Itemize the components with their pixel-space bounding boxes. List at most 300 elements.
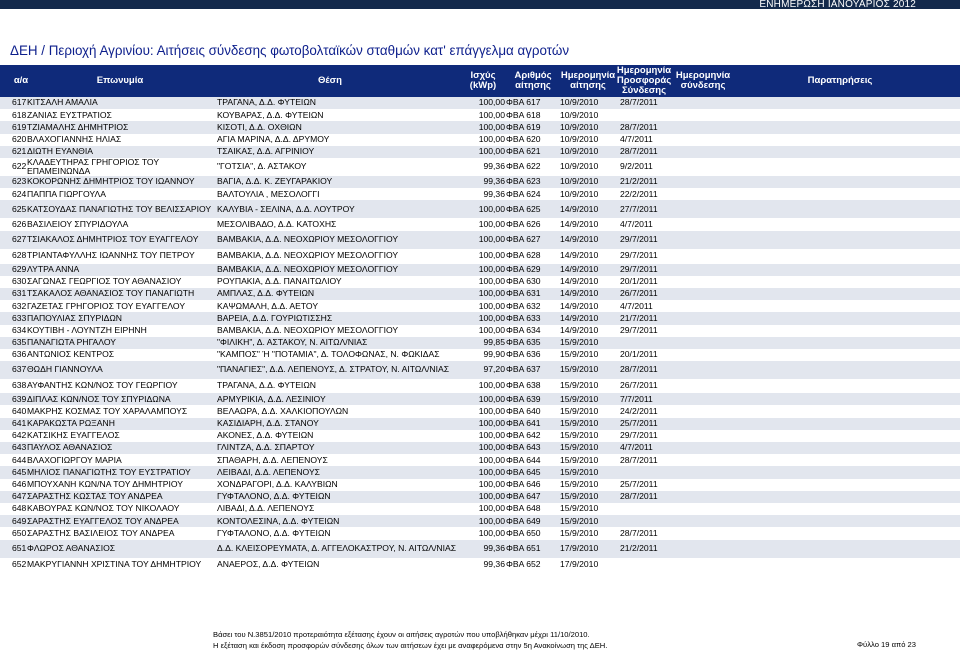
cell-notes (740, 479, 950, 491)
table-row (0, 379, 960, 393)
cell-date-connection (676, 527, 728, 539)
cell-date-offer: 28/7/2011 (620, 527, 658, 538)
cell-date-application: 14/9/2010 (560, 250, 599, 261)
cell-notes (740, 430, 950, 442)
cell-notes (740, 264, 950, 276)
cell-date-offer: 4/7/2011 (620, 218, 653, 229)
cell-date-application: 15/9/2010 (560, 380, 599, 391)
cell-position: ΤΣΑΙΚΑΣ, Δ.Δ. ΑΓΡΙΝΙΟΥ (217, 146, 315, 157)
table-row (0, 418, 960, 430)
cell-kw: 100,00 (478, 250, 505, 261)
cell-position: ΑΡΜΥΡΙΚΙΑ, Δ.Δ. ΛΕΣΙΝΙΟΥ (217, 393, 326, 404)
cell-name: ΠΑΝΑΓΙΩΤΑ ΡΗΓΑΛΟΥ (27, 337, 116, 348)
cell-kw: 100,00 (478, 324, 505, 335)
cell-kw: 100,00 (478, 121, 505, 132)
cell-kw: 99,85 (483, 337, 505, 348)
cell-aa: 643 (12, 442, 27, 453)
cell-date-application: 15/9/2010 (560, 442, 599, 453)
cell-date-connection (676, 540, 728, 558)
cell-aa: 627 (12, 233, 27, 244)
cell-name: ΤΣΙΑΚΑΛΟΣ ΔΗΜΗΤΡΙΟΣ ΤΟΥ ΕΥΑΓΓΕΛΟΥ (27, 233, 199, 244)
cell-date-connection (676, 300, 728, 312)
cell-notes (740, 97, 950, 109)
table-row (0, 491, 960, 503)
cell-name: ΚΑΡΑΚΩΣΤΑ ΡΩΞΑΝΗ (27, 417, 115, 428)
cell-application-number: ΦΒΑ 625 (506, 203, 541, 214)
cell-date-offer: 29/7/2011 (620, 233, 658, 244)
cell-notes (740, 405, 950, 417)
cell-date-offer: 26/7/2011 (620, 288, 658, 299)
table-row (0, 540, 960, 558)
cell-kw: 99,36 (483, 558, 505, 569)
cell-application-number: ΦΒΑ 626 (506, 218, 541, 229)
table-row (0, 466, 960, 478)
cell-application-number: ΦΒΑ 636 (506, 349, 541, 360)
cell-name: ΚΑΤΣΙΚΗΣ ΕΥΑΓΓΕΛΟΣ (27, 430, 120, 441)
cell-date-offer: 25/7/2011 (620, 417, 658, 428)
cell-date-application: 14/9/2010 (560, 233, 599, 244)
cell-aa: 633 (12, 312, 27, 323)
cell-position: ΒΑΜΒΑΚΙΑ, Δ.Δ. ΝΕΟΧΩΡΙΟΥ ΜΕΣΟΛΟΓΓΙΟΥ (217, 233, 399, 244)
cell-date-connection (676, 109, 728, 121)
cell-kw: 99,36 (483, 542, 505, 553)
cell-notes (740, 558, 950, 572)
cell-application-number: ΦΒΑ 640 (506, 405, 541, 416)
cell-notes (740, 325, 950, 337)
cell-notes (740, 231, 950, 249)
col-date-app: Ημερομηνία αίτησης (560, 70, 616, 91)
cell-date-connection (676, 264, 728, 276)
cell-application-number: ΦΒΑ 632 (506, 300, 541, 311)
cell-application-number: ΦΒΑ 622 (506, 161, 541, 172)
table-row (0, 405, 960, 417)
table-row (0, 454, 960, 466)
cell-aa: 647 (12, 491, 27, 502)
table-row (0, 393, 960, 405)
cell-kw: 97,20 (483, 364, 505, 375)
cell-name: ΖΑΝΙΑΣ ΕΥΣΤΡΑΤΙΟΣ (27, 109, 112, 120)
cell-date-application: 10/9/2010 (560, 146, 599, 157)
cell-kw: 100,00 (478, 417, 505, 428)
cell-kw: 100,00 (478, 466, 505, 477)
cell-date-connection (676, 466, 728, 478)
cell-name: ΔΙΩΤΗ ΕΥΑΝΘΙΑ (27, 146, 93, 157)
cell-date-offer (620, 558, 672, 572)
cell-position: ΤΡΑΓΑΝΑ, Δ.Δ. ΦΥΤΕΙΩΝ (217, 97, 316, 108)
cell-date-application: 10/9/2010 (560, 133, 599, 144)
cell-date-application: 14/9/2010 (560, 300, 599, 311)
cell-date-offer: 29/7/2011 (620, 430, 658, 441)
table-row (0, 264, 960, 276)
table-row (0, 527, 960, 539)
cell-date-offer: 28/7/2011 (620, 491, 658, 502)
cell-name: ΣΑΓΩΝΑΣ ΓΕΩΡΓΙΟΣ ΤΟΥ ΑΘΑΝΑΣΙΟΥ (27, 276, 182, 287)
cell-kw: 100,00 (478, 263, 505, 274)
cell-aa: 640 (12, 405, 27, 416)
cell-date-connection (676, 158, 728, 176)
cell-date-offer: 28/7/2011 (620, 454, 658, 465)
cell-date-offer: 25/7/2011 (620, 478, 658, 489)
cell-name: ΜΑΚΡΥΓΙΑΝΝΗ ΧΡΙΣΤΙΝΑ ΤΟΥ ΔΗΜΗΤΡΙΟΥ (27, 558, 202, 569)
cell-aa: 624 (12, 188, 27, 199)
top-bar (0, 0, 960, 9)
cell-date-connection (676, 200, 728, 218)
cell-name: ΣΑΡΑΣΤΗΣ ΒΑΣΙΛΕΙΟΣ ΤΟΥ ΑΝΔΡΕΑ (27, 527, 175, 538)
cell-position: ΒΑΡΕΙΑ, Δ.Δ. ΓΟΥΡΙΩΤΙΣΣΗΣ (217, 312, 333, 323)
cell-position: ΜΕΣΟΛΙΒΑΔΟ, Δ.Δ. ΚΑΤΟΧΗΣ (217, 218, 337, 229)
cell-notes (740, 146, 950, 158)
cell-application-number: ΦΒΑ 623 (506, 176, 541, 187)
cell-date-connection (676, 325, 728, 337)
cell-position: ΓΥΦΤΑΛΟΝΟ, Δ.Δ. ΦΥΤΕΙΩΝ (217, 527, 331, 538)
cell-kw: 100,00 (478, 218, 505, 229)
table-row (0, 503, 960, 515)
cell-position: ΡΟΥΠΑΚΙΑ, Δ.Δ. ΠΑΝΑΙΤΩΛΙΟΥ (217, 276, 342, 287)
cell-kw: 100,00 (478, 146, 505, 157)
cell-kw: 100,00 (478, 97, 505, 108)
cell-kw: 99,36 (483, 161, 505, 172)
table-row (0, 158, 960, 176)
cell-kw: 100,00 (478, 491, 505, 502)
cell-name: ΠΑΠΟΥΛΙΑΣ ΣΠΥΡΙΔΩΝ (27, 312, 122, 323)
cell-application-number: ΦΒΑ 619 (506, 121, 541, 132)
cell-date-offer: 28/7/2011 (620, 97, 658, 108)
cell-notes (740, 200, 950, 218)
cell-notes (740, 466, 950, 478)
cell-date-connection (676, 231, 728, 249)
cell-position: "ΚΑΜΠΟΣ" Ή "ΠΟΤΑΜΙΑ", Δ. ΤΟΛΟΦΩΝΑΣ, Ν. ΦΩΚΙΔΑΣ (217, 349, 440, 360)
cell-date-offer: 20/1/2011 (620, 349, 658, 360)
cell-kw: 100,00 (478, 454, 505, 465)
cell-date-offer: 29/7/2011 (620, 324, 658, 335)
table-row (0, 300, 960, 312)
cell-aa: 649 (12, 515, 27, 526)
cell-date-offer: 4/7/2011 (620, 133, 653, 144)
cell-application-number: ΦΒΑ 634 (506, 324, 541, 335)
cell-position: ΒΑΜΒΑΚΙΑ, Δ.Δ. ΝΕΟΧΩΡΙΟΥ ΜΕΣΟΛΟΓΓΙΟΥ (217, 263, 399, 274)
cell-notes (740, 515, 950, 527)
cell-application-number: ΦΒΑ 648 (506, 503, 541, 514)
footer-note-2: Η εξέταση και έκδοση προσφορών σύνδεσης όλων των αιτήσεων έχει με αναφερόμενα στην 5η Ανακοίνωση της ΔΕΗ. (213, 641, 608, 650)
cell-kw: 99,90 (483, 349, 505, 360)
cell-date-connection (676, 418, 728, 430)
cell-name: ΒΑΣΙΛΕΙΟΥ ΣΠΥΡΙΔΟΥΛΑ (27, 218, 129, 229)
cell-application-number: ΦΒΑ 627 (506, 233, 541, 244)
table-row (0, 349, 960, 361)
cell-date-offer: 21/7/2011 (620, 312, 658, 323)
cell-date-connection (676, 393, 728, 405)
cell-notes (740, 361, 950, 379)
cell-kw: 100,00 (478, 276, 505, 287)
cell-name: ΜΠΟΥΧΑΝΗ ΚΩΝ/ΝΑ ΤΟΥ ΔΗΜΗΤΡΙΟΥ (27, 478, 184, 489)
col-kw: Ισχύς (kWp) (469, 70, 497, 91)
cell-date-application: 15/9/2010 (560, 417, 599, 428)
cell-position: "ΦΙΛΙΚΗ", Δ. ΑΣΤΑΚΟΥ, Ν. ΑΙΤΩΛ/ΝΙΑΣ (217, 337, 368, 348)
cell-position: ΛΙΒΑΔΙ, Δ.Δ. ΛΕΠΕΝΟΥΣ (217, 503, 315, 514)
cell-date-application: 10/9/2010 (560, 176, 599, 187)
cell-application-number: ΦΒΑ 649 (506, 515, 541, 526)
table-row (0, 249, 960, 264)
cell-aa: 636 (12, 349, 27, 360)
cell-position: ΛΕΙΒΑΔΙ, Δ.Δ. ΛΕΠΕΝΟΥΣ (217, 466, 320, 477)
cell-aa: 623 (12, 176, 27, 187)
cell-notes (740, 218, 950, 230)
col-aa: α/α (13, 75, 29, 86)
cell-application-number: ΦΒΑ 635 (506, 337, 541, 348)
cell-kw: 100,00 (478, 312, 505, 323)
page-number: Φύλλο 19 από 23 (857, 640, 916, 649)
cell-position: Δ.Δ. ΚΛΕΙΣΟΡΕΥΜΑΤΑ, Δ. ΑΓΓΕΛΟΚΑΣΤΡΟΥ, Ν. ΑΙΤΩΛ/ΝΙΑΣ (217, 542, 457, 553)
cell-date-application: 15/9/2010 (560, 527, 599, 538)
cell-name: ΤΖΙΑΜΑΛΗΣ ΔΗΜΗΤΡΙΟΣ (27, 121, 129, 132)
cell-notes (740, 121, 950, 133)
col-ar: Αριθμός αίτησης (514, 70, 552, 91)
cell-notes (740, 379, 950, 393)
cell-aa: 639 (12, 393, 27, 404)
table-row (0, 442, 960, 454)
cell-kw: 100,00 (478, 405, 505, 416)
col-name: Επωνυμία (96, 75, 144, 86)
cell-aa: 618 (12, 109, 27, 120)
cell-notes (740, 527, 950, 539)
cell-name: ΒΛΑΧΟΓΙΑΝΝΗΣ ΗΛΙΑΣ (27, 133, 122, 144)
cell-notes (740, 418, 950, 430)
cell-aa: 622 (12, 161, 27, 172)
cell-date-connection (676, 97, 728, 109)
cell-application-number: ΦΒΑ 629 (506, 263, 541, 274)
cell-notes (740, 442, 950, 454)
cell-position: ΑΓΙΑ ΜΑΡΙΝΑ, Δ.Δ. ΔΡΥΜΟΥ (217, 133, 330, 144)
cell-date-offer: 24/2/2011 (620, 405, 658, 416)
cell-position: ΚΟΥΒΑΡΑΣ, Δ.Δ. ΦΥΤΕΙΩΝ (217, 109, 324, 120)
cell-name: ΛΥΤΡΑ ΑΝΝΑ (27, 263, 80, 274)
cell-name: ΦΛΩΡΟΣ ΑΘΑΝΑΣΙΟΣ (27, 542, 116, 553)
cell-kw: 100,00 (478, 288, 505, 299)
cell-name: ΠΑΥΛΟΣ ΑΘΑΝΑΣΙΟΣ (27, 442, 113, 453)
cell-aa: 628 (12, 250, 27, 261)
cell-name: ΚΑΒΟΥΡΑΣ ΚΩΝ/ΝΟΣ ΤΟΥ ΝΙΚΟΛΑΟΥ (27, 503, 180, 514)
cell-date-application: 10/9/2010 (560, 161, 599, 172)
cell-position: ΒΑΜΒΑΚΙΑ, Δ.Δ. ΝΕΟΧΩΡΙΟΥ ΜΕΣΟΛΟΓΓΙΟΥ (217, 324, 399, 335)
cell-date-application: 10/9/2010 (560, 121, 599, 132)
cell-application-number: ΦΒΑ 652 (506, 558, 541, 569)
cell-date-connection (676, 349, 728, 361)
cell-aa: 634 (12, 324, 27, 335)
cell-date-application: 15/9/2010 (560, 364, 599, 375)
cell-name: ΘΩΔΗ ΓΙΑΝΝΟΥΛΑ (27, 364, 103, 375)
cell-aa: 651 (12, 542, 27, 553)
cell-aa: 625 (12, 203, 27, 214)
cell-date-application: 15/9/2010 (560, 405, 599, 416)
cell-name: ΚΙΤΣΑΛΗ ΑΜΑΛΙΑ (27, 97, 98, 108)
cell-date-application: 14/9/2010 (560, 263, 599, 274)
cell-date-connection (676, 176, 728, 188)
cell-name: ΣΑΡΑΣΤΗΣ ΕΥΑΓΓΕΛΟΣ ΤΟΥ ΑΝΔΡΕΑ (27, 515, 179, 526)
cell-name: ΓΑΖΕΤΑΣ ΓΡΗΓΟΡΙΟΣ ΤΟΥ ΕΥΑΓΓΕΛΟΥ (27, 300, 186, 311)
cell-notes (740, 503, 950, 515)
cell-date-connection (676, 405, 728, 417)
cell-date-offer (620, 337, 672, 349)
cell-aa: 620 (12, 133, 27, 144)
cell-name: ΔΙΠΛΑΣ ΚΩΝ/ΝΟΣ ΤΟΥ ΣΠΥΡΙΔΩΝΑ (27, 393, 171, 404)
table-row (0, 200, 960, 218)
cell-date-application: 14/9/2010 (560, 218, 599, 229)
cell-position: ΤΡΑΓΑΝΑ, Δ.Δ. ΦΥΤΕΙΩΝ (217, 380, 316, 391)
cell-notes (740, 176, 950, 188)
cell-date-offer (620, 515, 672, 527)
cell-date-application: 15/9/2010 (560, 466, 599, 477)
cell-aa: 631 (12, 288, 27, 299)
cell-kw: 100,00 (478, 380, 505, 391)
cell-date-connection (676, 218, 728, 230)
cell-date-connection (676, 312, 728, 324)
cell-kw: 99,36 (483, 176, 505, 187)
cell-application-number: ΦΒΑ 631 (506, 288, 541, 299)
col-date-offer: Ημερομηνία Προσφοράς Σύνδεσης (616, 65, 672, 96)
cell-aa: 617 (12, 97, 27, 108)
cell-date-offer: 29/7/2011 (620, 250, 658, 261)
cell-date-offer: 7/7/2011 (620, 393, 653, 404)
cell-position: ΚΑΣΙΔΙΑΡΗ, Δ.Δ. ΣΤΑΝΟΥ (217, 417, 319, 428)
cell-position: ΒΕΛΑΩΡΑ, Δ.Δ. ΧΑΛΚΙΟΠΟΥΛΩΝ (217, 405, 349, 416)
cell-name: ΠΑΠΠΑ ΓΙΩΡΓΟΥΛΑ (27, 188, 106, 199)
col-position: Θέση (318, 75, 342, 86)
cell-notes (740, 312, 950, 324)
cell-date-connection (676, 515, 728, 527)
cell-position: ΚΙΣΟΤΙ, Δ.Δ. ΟΧΘΙΩΝ (217, 121, 302, 132)
cell-date-connection (676, 379, 728, 393)
cell-kw: 100,00 (478, 393, 505, 404)
cell-application-number: ΦΒΑ 637 (506, 364, 541, 375)
cell-date-connection (676, 337, 728, 349)
table-row (0, 337, 960, 349)
cell-name: ΑΥΦΑΝΤΗΣ ΚΩΝ/ΝΟΣ ΤΟΥ ΓΕΩΡΓΙΟΥ (27, 380, 178, 391)
cell-date-application: 10/9/2010 (560, 97, 599, 108)
cell-date-application: 15/9/2010 (560, 515, 599, 526)
cell-application-number: ΦΒΑ 639 (506, 393, 541, 404)
table-row (0, 121, 960, 133)
cell-application-number: ΦΒΑ 647 (506, 491, 541, 502)
table-row (0, 361, 960, 379)
cell-date-connection (676, 249, 728, 264)
cell-kw: 100,00 (478, 430, 505, 441)
cell-notes (740, 393, 950, 405)
table-row (0, 276, 960, 288)
cell-kw: 100,00 (478, 503, 505, 514)
cell-notes (740, 337, 950, 349)
table-row (0, 430, 960, 442)
cell-aa: 621 (12, 146, 27, 157)
cell-position: ΒΑΛΤΟΥΛΙΑ , ΜΕΣΟΛΟΓΓΙ (217, 188, 320, 199)
footer-note-1: Βάσει του Ν.3851/2010 προτεραιότητα εξέτασης έχουν οι αιτήσεις αγροτών που υποβλήθηκαν μέχρι 11/10/2010. (213, 630, 590, 639)
cell-application-number: ΦΒΑ 630 (506, 276, 541, 287)
cell-date-offer: 26/7/2011 (620, 380, 658, 391)
cell-kw: 100,00 (478, 527, 505, 538)
col-notes: Παρατηρήσεις (807, 75, 873, 86)
cell-kw: 99,36 (483, 188, 505, 199)
cell-notes (740, 349, 950, 361)
cell-name: ΜΑΚΡΗΣ ΚΟΣΜΑΣ ΤΟΥ ΧΑΡΑΛΑΜΠΟΥΣ (27, 405, 188, 416)
cell-position: ΒΑΜΒΑΚΙΑ, Δ.Δ. ΝΕΟΧΩΡΙΟΥ ΜΕΣΟΛΟΓΓΙΟΥ (217, 250, 399, 261)
cell-date-connection (676, 558, 728, 572)
cell-application-number: ΦΒΑ 617 (506, 97, 541, 108)
cell-kw: 100,00 (478, 109, 505, 120)
cell-notes (740, 300, 950, 312)
cell-name: ΚΟΚΟΡΩΝΗΣ ΔΗΜΗΤΡΙΟΣ ΤΟΥ ΙΩΑΝΝΟΥ (27, 176, 195, 187)
cell-kw: 100,00 (478, 203, 505, 214)
cell-date-application: 15/9/2010 (560, 491, 599, 502)
cell-name: ΚΟΥΤΙΒΗ - ΛΟΥΝΤΖΗ ΕΙΡΗΝΗ (27, 324, 147, 335)
cell-position: ΧΟΝΔΡΑΓΟΡΙ, Δ.Δ. ΚΑΛΥΒΙΩΝ (217, 478, 338, 489)
cell-application-number: ΦΒΑ 651 (506, 542, 541, 553)
cell-date-application: 14/9/2010 (560, 324, 599, 335)
cell-notes (740, 249, 950, 264)
cell-application-number: ΦΒΑ 644 (506, 454, 541, 465)
cell-position: ΓΛΙΝΤΖΑ, Δ.Δ. ΣΠΑΡΤΟΥ (217, 442, 315, 453)
cell-date-offer (620, 109, 672, 121)
update-label: ΕΝΗΜΕΡΩΣΗ ΙΑΝΟΥΑΡΙΟΣ 2012 (759, 0, 916, 10)
table-row (0, 188, 960, 200)
cell-date-application: 10/9/2010 (560, 188, 599, 199)
cell-date-application: 14/9/2010 (560, 288, 599, 299)
cell-aa: 635 (12, 337, 27, 348)
cell-date-connection (676, 479, 728, 491)
cell-notes (740, 134, 950, 146)
cell-date-offer: 9/2/2011 (620, 161, 653, 172)
cell-date-connection (676, 361, 728, 379)
cell-date-offer: 28/7/2011 (620, 121, 658, 132)
cell-date-connection (676, 491, 728, 503)
cell-kw: 100,00 (478, 133, 505, 144)
cell-aa: 648 (12, 503, 27, 514)
cell-date-application: 15/9/2010 (560, 430, 599, 441)
table-row (0, 515, 960, 527)
cell-position: ΚΟΝΤΟΛΕΣΙΝΑ, Δ.Δ. ΦΥΤΕΙΩΝ (217, 515, 340, 526)
cell-kw: 100,00 (478, 478, 505, 489)
cell-notes (740, 540, 950, 558)
cell-date-connection (676, 121, 728, 133)
cell-date-application: 14/9/2010 (560, 203, 599, 214)
cell-date-application: 15/9/2010 (560, 454, 599, 465)
cell-application-number: ΦΒΑ 618 (506, 109, 541, 120)
cell-name: ΑΝΤΩΝΙΟΣ ΚΕΝΤΡΟΣ (27, 349, 115, 360)
cell-notes (740, 276, 950, 288)
cell-aa: 652 (12, 558, 27, 569)
table-row (0, 288, 960, 300)
cell-position: ΚΑΛΥΒΙΑ - ΣΕΛΙΝΑ, Δ.Δ. ΛΟΥΤΡΟΥ (217, 203, 355, 214)
cell-date-application: 15/9/2010 (560, 349, 599, 360)
cell-aa: 626 (12, 218, 27, 229)
cell-date-application: 15/9/2010 (560, 337, 599, 348)
cell-name: ΤΡΙΑΝΤΑΦΥΛΛΗΣ ΙΩΑΝΝΗΣ ΤΟΥ ΠΕΤΡΟΥ (27, 250, 195, 261)
cell-date-connection (676, 134, 728, 146)
cell-application-number: ΦΒΑ 645 (506, 466, 541, 477)
cell-name: ΚΛΑΔΕΥΤΗΡΑΣ ΓΡΗΓΟΡΙΟΣ ΤΟΥ ΕΠΑΜΕΙΝΩΝΔΑ (27, 156, 159, 176)
cell-aa: 642 (12, 430, 27, 441)
cell-aa: 632 (12, 300, 27, 311)
table-row (0, 231, 960, 249)
cell-application-number: ΦΒΑ 641 (506, 417, 541, 428)
table-row (0, 218, 960, 230)
cell-aa: 644 (12, 454, 27, 465)
cell-date-connection (676, 454, 728, 466)
cell-notes (740, 454, 950, 466)
cell-date-offer: 4/7/2011 (620, 300, 653, 311)
cell-name: ΒΛΑΧΟΓΙΩΡΓΟΥ ΜΑΡΙΑ (27, 454, 122, 465)
cell-date-offer: 21/2/2011 (620, 542, 658, 553)
cell-date-offer: 27/7/2011 (620, 203, 658, 214)
cell-aa: 637 (12, 364, 27, 375)
